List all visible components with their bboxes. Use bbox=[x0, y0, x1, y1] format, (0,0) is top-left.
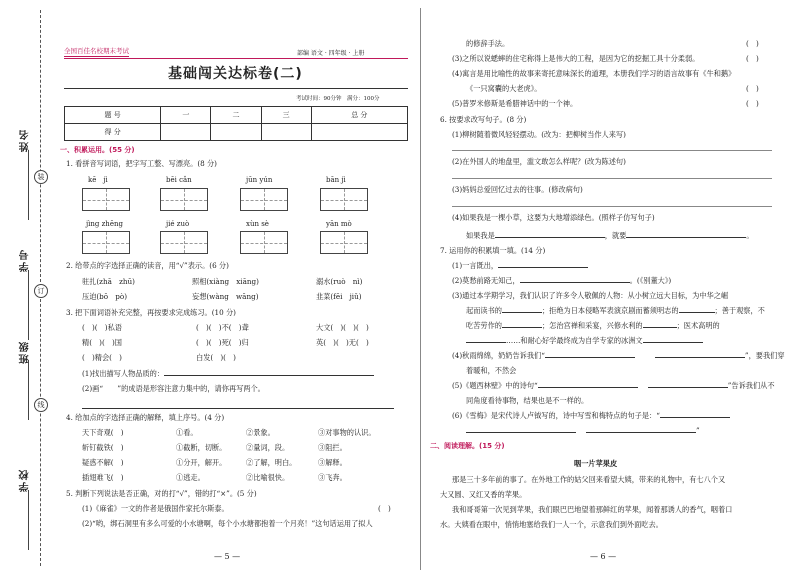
q7-sub-3-line bbox=[466, 322, 720, 331]
q7-text: 吃苦劳作的 bbox=[466, 321, 502, 330]
q7-sub-3: (3)通过本学期学习，我们认识了许多令人敬佩的人物：从小树立远大目标，为中华之崛 bbox=[452, 291, 729, 300]
q6-sub-3: (3)妈妈总爱回忆过去的往事。(修改病句) bbox=[452, 185, 583, 194]
section-2-heading: 二、阅读理解。(15 分) bbox=[430, 442, 505, 450]
writing-grid[interactable] bbox=[240, 188, 288, 211]
q7-text: ”告诉我们从不 bbox=[727, 381, 775, 390]
answer-line[interactable] bbox=[452, 178, 772, 179]
q4-word: 疑惑不解( ) bbox=[82, 458, 124, 467]
writing-grid[interactable] bbox=[320, 231, 368, 254]
answer-blank[interactable] bbox=[495, 237, 605, 238]
pinyin-3: jūn yún bbox=[246, 176, 273, 184]
class-blank[interactable] bbox=[28, 360, 29, 420]
story-text: 大又圆、又红又香的苹果。 bbox=[440, 490, 527, 499]
score-table bbox=[64, 106, 408, 141]
q2-item: 照相(xiàng xiāng) bbox=[192, 277, 259, 286]
judge-mark[interactable]: ( ) bbox=[746, 84, 759, 93]
q7-sub-4 bbox=[452, 352, 785, 361]
r-line: (3)之所以说蟋蟀的住宅称得上是伟大的工程，是因为它的挖掘工具十分柔弱。 bbox=[452, 54, 700, 63]
judge-mark[interactable]: ( ) bbox=[746, 39, 759, 48]
q4-option: ②量词，段。 bbox=[246, 443, 290, 452]
q7-sub-3-line bbox=[466, 337, 703, 346]
q7-sub-4-line: 着暖和，不然会 bbox=[466, 366, 517, 375]
q7-text: (6)《雪梅》是宋代诗人卢钺写的，诗中写雪和梅特点的句子是：“ bbox=[452, 411, 660, 420]
pinyin-7: xùn sè bbox=[246, 220, 269, 228]
q7-text: (1)一言既出， bbox=[452, 261, 499, 270]
q3-item: ( )( )不( )聋 bbox=[196, 323, 249, 332]
answer-blank[interactable] bbox=[466, 342, 506, 343]
r-line: 《一只窝囊的大老虎》。 bbox=[466, 84, 542, 93]
answer-blank[interactable] bbox=[164, 375, 374, 376]
q7-text: 。(《别董大》) bbox=[629, 276, 672, 285]
q4-word: 天下奇观( ) bbox=[82, 428, 124, 437]
publisher-label: 部编 语文 · 四年级 · 上册 bbox=[297, 50, 365, 57]
q7-sub-1 bbox=[452, 262, 588, 271]
page-number-right: — 6 — bbox=[590, 552, 617, 561]
q7-sub-5-line: 同角度看待事物，结果也是不一样的。 bbox=[466, 396, 589, 405]
exam-time: 考试时间：90分钟 满分：100分 bbox=[296, 96, 380, 102]
answer-blank[interactable] bbox=[545, 357, 635, 358]
r-line: (4)寓言是用比喻性的故事来寄托意味深长的道理，本册我们学习的语言故事有《牛和鹅》 bbox=[452, 69, 736, 78]
q7-sub-6 bbox=[452, 412, 730, 421]
answer-blank[interactable] bbox=[498, 267, 588, 268]
story-text: 那是三十多年前的事了。在外地工作的姑父回来看望大姨，带来的礼物中，有七八个又 bbox=[452, 475, 726, 484]
student-number-blank[interactable] bbox=[28, 270, 29, 340]
q2-item: 溺水(ruò nì) bbox=[316, 277, 363, 286]
q3-item: 白发( )( ) bbox=[196, 353, 236, 362]
q6-text: 。 bbox=[746, 231, 754, 240]
score-row-label: 得 分 bbox=[65, 124, 161, 141]
q7-text: ；医术高明的 bbox=[676, 321, 720, 330]
q3-sub-1 bbox=[82, 370, 374, 379]
answer-blank[interactable] bbox=[679, 312, 715, 313]
q7-sub-3-line bbox=[466, 307, 765, 316]
answer-blank[interactable] bbox=[520, 282, 630, 283]
q7-text: ；怎治宫禅和采宴，兴修水利的 bbox=[541, 321, 643, 330]
writing-grid[interactable] bbox=[160, 188, 208, 211]
r-line: 的修辞手法。 bbox=[466, 39, 510, 48]
q2-item: 妄想(wàng wāng) bbox=[192, 292, 259, 301]
name-label: 姓名 bbox=[20, 128, 31, 152]
q7-text: ……和耐心好学最终成为自学专家的冰洲文 bbox=[506, 336, 643, 345]
answer-blank[interactable] bbox=[502, 312, 542, 313]
q7-text: (5)《题西林壁》中的诗句“ bbox=[452, 381, 538, 390]
q5-sub-2: (2)“哟，绑石洞里有多么可爱的小水塘啊，每个小水塘都抱着一个月亮！”这句话运用了拟人 bbox=[82, 519, 373, 528]
question-3: 3. 把下面词语补充完整，再按要求完成练习。(10 分) bbox=[66, 308, 236, 317]
score-cell[interactable] bbox=[311, 124, 407, 141]
q4-word: 斩钉截铁( ) bbox=[82, 443, 124, 452]
answer-blank[interactable] bbox=[626, 237, 746, 238]
pinyin-6: jié zuò bbox=[166, 220, 190, 228]
q7-text: ；拒绝为日本侵略军表演京剧而蓄须明志的 bbox=[541, 306, 679, 315]
q6-text: ，就要 bbox=[604, 231, 627, 240]
pinyin-1: kē jì bbox=[88, 176, 108, 184]
answer-blank[interactable] bbox=[655, 357, 745, 358]
q7-text: (4)秋雨绵绵，奶奶告诉我们“ bbox=[452, 351, 545, 360]
answer-blank[interactable] bbox=[648, 387, 728, 388]
q7-text: (2)莫愁前路无知己， bbox=[452, 276, 520, 285]
q3-sub-2: (2)画“ ”的成语是形容注意力集中的，请你再写两个。 bbox=[82, 384, 265, 393]
q3-item: ( )精会( ) bbox=[82, 353, 122, 362]
judge-mark[interactable]: ( ) bbox=[378, 504, 391, 513]
q4-option: ③解释。 bbox=[318, 458, 347, 467]
q6-sub-2: (2)在外国人的地盘里，滥文敢怎么样呢？(改为陈述句) bbox=[452, 157, 626, 166]
score-header-cell: 二 bbox=[211, 107, 261, 124]
question-5: 5. 判断下列说法是否正确，对的打“√”，错的打“×”。(5 分) bbox=[66, 489, 257, 498]
q7-sub-2 bbox=[452, 277, 671, 286]
score-header-cell: 总 分 bbox=[311, 107, 407, 124]
class-label: 班级 bbox=[20, 340, 31, 364]
q6-sub-4-frame bbox=[466, 232, 754, 241]
r-line: (5)普罗米修斯是希腊神话中的一个神。 bbox=[452, 99, 578, 108]
score-header-cell: 题 号 bbox=[65, 107, 161, 124]
q5-sub-1: (1)《麻雀》一文的作者是俄国作家托尔斯泰。 bbox=[82, 504, 229, 513]
q7-text: ；善于观察，不 bbox=[714, 306, 765, 315]
pinyin-8: yān mò bbox=[326, 220, 352, 228]
q3-item: 大文( )( )( ) bbox=[316, 323, 369, 332]
pinyin-2: bēi cǎn bbox=[166, 176, 192, 184]
q4-word: 插翅难飞( ) bbox=[82, 473, 124, 482]
q6-sub-1: (1)柳树随着微风轻轻摆动。(改为：把柳树当作人来写) bbox=[452, 130, 626, 139]
answer-line[interactable] bbox=[82, 400, 394, 409]
q3-sub-1-text: (1)找出描写人物品质的： bbox=[82, 369, 165, 378]
name-blank[interactable] bbox=[28, 150, 29, 220]
pinyin-4: bān jì bbox=[326, 176, 346, 184]
question-2: 2. 给带点的字选择正确的读音，用“√”表示。(6 分) bbox=[66, 261, 229, 270]
answer-line[interactable] bbox=[452, 206, 772, 207]
q3-item: ( )( )死( )归 bbox=[196, 338, 249, 347]
q7-sub-5 bbox=[452, 382, 775, 391]
judge-mark[interactable]: ( ) bbox=[746, 54, 759, 63]
q2-item: 压迫(bō pò) bbox=[82, 292, 128, 301]
q7-text: ” bbox=[696, 426, 700, 435]
binding-mark-1: 装 bbox=[34, 170, 48, 184]
answer-blank[interactable] bbox=[538, 387, 638, 388]
student-number-label: 学号 bbox=[20, 248, 31, 272]
answer-blank[interactable] bbox=[643, 327, 677, 328]
story-title: 咽一片苹果皮 bbox=[574, 459, 618, 468]
score-header-cell: 三 bbox=[261, 107, 311, 124]
pinyin-5: jìng zhēng bbox=[86, 220, 123, 228]
q2-item: 韭菜(fēi jiǔ) bbox=[316, 292, 362, 301]
q4-option: ①看。 bbox=[176, 428, 198, 437]
page-divider bbox=[420, 8, 421, 570]
q4-option: ①逃走。 bbox=[176, 473, 205, 482]
writing-grid[interactable] bbox=[82, 188, 130, 211]
q2-item: 驻扎(zhā zhū) bbox=[82, 277, 135, 286]
q3-item: 英( )( )无( ) bbox=[316, 338, 369, 347]
q4-option: ②了解，明白。 bbox=[246, 458, 297, 467]
q4-option: ③飞奔。 bbox=[318, 473, 347, 482]
score-cell[interactable] bbox=[211, 124, 261, 141]
school-label: 学校 bbox=[20, 468, 31, 492]
q3-item: ( )( )私语 bbox=[82, 323, 122, 332]
school-blank[interactable] bbox=[28, 490, 29, 550]
q4-option: ①截断，切断。 bbox=[176, 443, 227, 452]
q4-option: ②景象。 bbox=[246, 428, 275, 437]
writing-grid[interactable] bbox=[240, 231, 288, 254]
score-cell[interactable] bbox=[161, 124, 211, 141]
q4-option: ③对事物的认识。 bbox=[318, 428, 376, 437]
score-cell[interactable] bbox=[261, 124, 311, 141]
answer-blank[interactable] bbox=[586, 432, 696, 433]
q7-sub-6-line bbox=[466, 427, 700, 436]
binding-strip bbox=[0, 0, 52, 576]
page-number-left: — 5 — bbox=[214, 552, 241, 561]
writing-grid[interactable] bbox=[320, 188, 368, 211]
score-header-cell: 一 bbox=[161, 107, 211, 124]
q6-sub-4: (4)如果我是一棵小草，这要为大地增添绿色。(照样子仿写句子) bbox=[452, 213, 655, 222]
answer-blank[interactable] bbox=[643, 342, 703, 343]
binding-mark-3: 线 bbox=[34, 398, 48, 412]
judge-mark[interactable]: ( ) bbox=[746, 99, 759, 108]
story-text: 我和哥哥第一次见到苹果，我们眼巴巴地望着那鲜红的苹果，闻着那诱人的香气，咽着口 bbox=[452, 505, 733, 514]
question-6: 6. 按要求改写句子。(8 分) bbox=[440, 115, 527, 124]
q4-option: ③阻拦。 bbox=[318, 443, 347, 452]
q4-option: ①分开，解开。 bbox=[176, 458, 227, 467]
question-1: 1. 看拼音写词语，把字写工整、写漂亮。(8 分) bbox=[66, 159, 217, 168]
q7-text: 起而读书的 bbox=[466, 306, 502, 315]
question-4: 4. 给加点的字选择正确的解释，填上序号。(4 分) bbox=[66, 413, 225, 422]
answer-blank[interactable] bbox=[502, 327, 542, 328]
q4-option: ②比喻很快。 bbox=[246, 473, 290, 482]
story-text: 水。大姨看在眼中，悄悄地塞给我们一人一个，示意我们到外面吃去。 bbox=[440, 520, 663, 529]
binding-mark-2: 订 bbox=[34, 284, 48, 298]
writing-grid[interactable] bbox=[82, 231, 130, 254]
answer-blank[interactable] bbox=[660, 417, 730, 418]
header-rule bbox=[64, 58, 408, 59]
answer-line[interactable] bbox=[452, 150, 772, 151]
title-rule bbox=[64, 88, 408, 89]
series-label: 全国百佳名校期末考试 bbox=[64, 47, 129, 55]
writing-grid[interactable] bbox=[160, 231, 208, 254]
section-1-heading: 一、积累运用。(55 分) bbox=[60, 146, 135, 154]
answer-blank[interactable] bbox=[466, 432, 576, 433]
q6-text: 如果我是 bbox=[466, 231, 495, 240]
question-7: 7. 运用你的积累填一填。(14 分) bbox=[440, 246, 546, 255]
q3-item: 精( )( )国 bbox=[82, 338, 122, 347]
page-title: 基础闯关达标卷(二) bbox=[168, 66, 303, 82]
q7-text: ”，要我们穿 bbox=[744, 351, 785, 360]
